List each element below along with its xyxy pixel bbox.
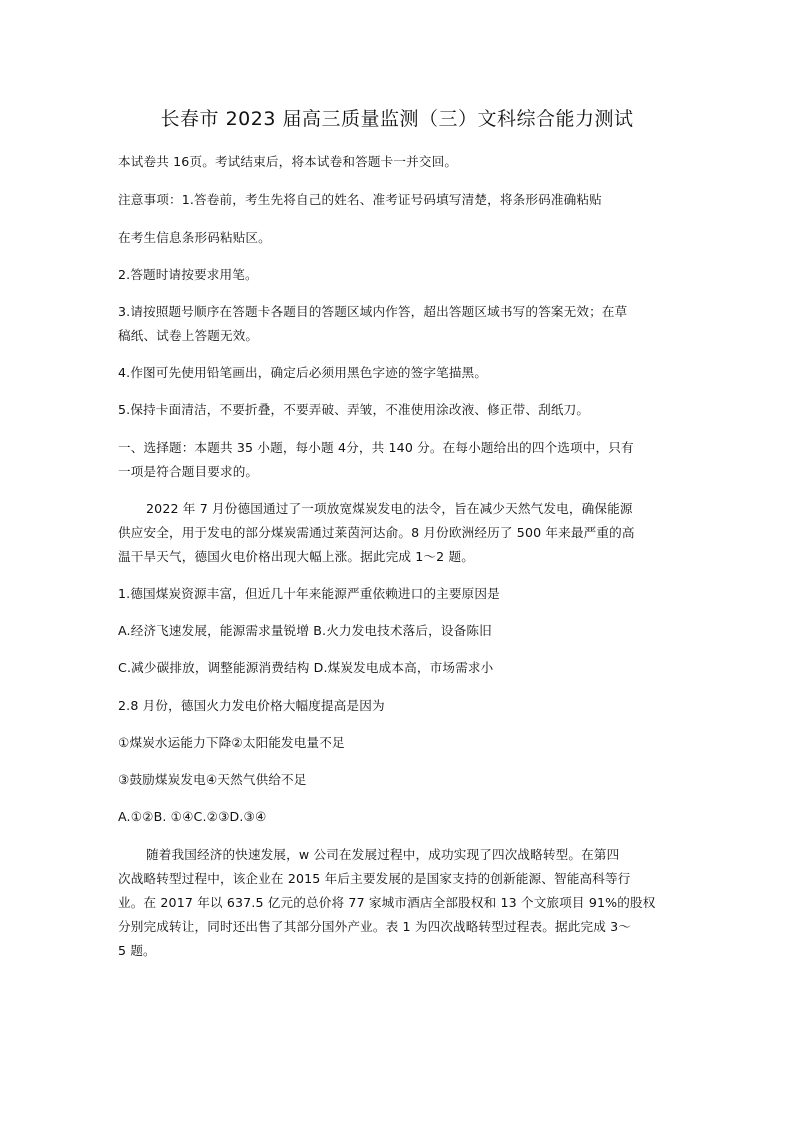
passage-line: 温干旱天气，德国火电价格出现大幅上涨。据此完成 1～2 题。 (118, 549, 474, 564)
notice-line: 注意事项：1.答卷前，考生先将自己的姓名、准考证号码填写清楚，将条形码准确粘贴 (118, 192, 602, 207)
option-line: A.经济飞速发展，能源需求量锐增 B.火力发电技术落后，设备陈旧 (118, 623, 492, 638)
notice-line: 4.作图可先使用铅笔画出，确定后必须用黑色字迹的签字笔描黑。 (118, 365, 488, 380)
section-heading-line: 一项是符合题目要求的。 (118, 464, 259, 479)
document-title: 长春市 2023 届高三质量监测（三）文科综合能力测试 (160, 108, 634, 130)
option-line: C.减少碳排放，调整能源消费结构 D.煤炭发电成本高，市场需求小 (118, 660, 494, 675)
passage-line: 供应安全，用于发电的部分煤炭需通过莱茵河达俞。8 月份欧洲经历了 500 年来最严重的高 (118, 525, 635, 540)
statement-line: ①煤炭水运能力下降②太阳能发电量不足 (118, 735, 345, 750)
notice-line: 稿纸、试卷上答题无效。 (118, 328, 259, 343)
notice-line: 5.保持卡面清洁，不要折叠，不要弄破、弄皱，不准使用涂改液、修正带、刮纸刀。 (118, 402, 590, 417)
passage-line: 5 题。 (118, 943, 156, 958)
passage-line: 2022 年 7 月份德国通过了一项放宽煤炭发电的法令，旨在减少天然气发电，确保能源 (146, 501, 633, 516)
question-line: 2.8 月份，德国火力发电价格大幅度提高是因为 (118, 698, 385, 713)
question-line: 1.德国煤炭资源丰富，但近几十年来能源严重依赖进口的主要原因是 (118, 586, 500, 601)
statement-line: ③鼓励煤炭发电④天然气供给不足 (118, 772, 307, 787)
notice-line: 在考生信息条形码粘贴区。 (118, 230, 271, 245)
notice-line: 3.请按照题号顺序在答题卡各题目的答题区域内作答，超出答题区域书写的答案无效；在草 (118, 304, 628, 319)
option-line: A.①②B. ①④C.②③D.③④ (118, 809, 267, 824)
section-heading-line: 一、选择题：本题共 35 小题，每小题 4分，共 140 分。在每小题给出的四个选项中，只有 (118, 440, 634, 455)
passage-line: 业。在 2017 年以 637.5 亿元的总价将 77 家城市酒店全部股权和 13 个文旅项目 91%的股权 (118, 895, 656, 910)
notice-line: 2.答题时请按要求用笔。 (118, 267, 258, 282)
passage-line: 分别完成转让，同时还出售了其部分国外产业。表 1 为四次战略转型过程表。据此完成 3～ (118, 919, 632, 934)
intro-line: 本试卷共 16页。考试结束后，将本试卷和答题卡一并交回。 (118, 154, 458, 169)
passage-line: 随着我国经济的快速发展，w 公司在发展过程中，成功实现了四次战略转型。在第四 (146, 847, 620, 862)
passage-line: 次战略转型过程中，该企业在 2015 年后主要发展的是国家支持的创新能源、智能高科等行 (118, 871, 631, 886)
